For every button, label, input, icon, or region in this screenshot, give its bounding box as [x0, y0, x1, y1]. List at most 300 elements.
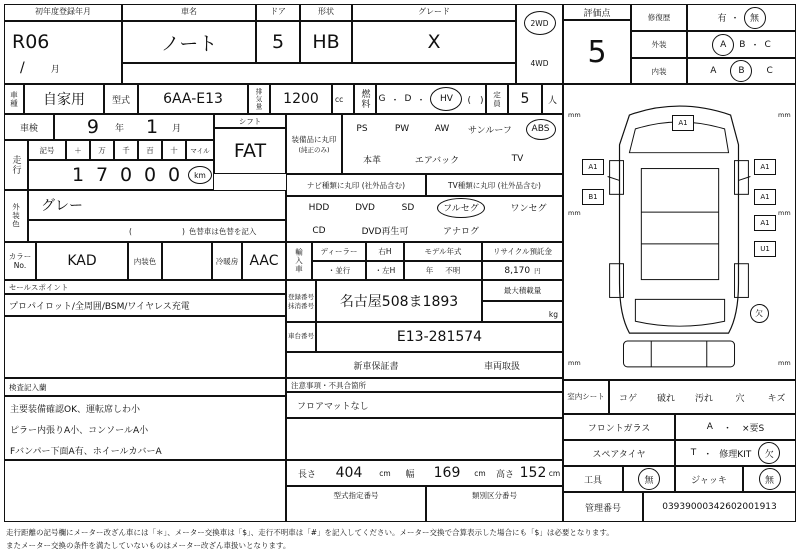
seat-yogore [685, 380, 723, 414]
vehicle-use-value [24, 84, 104, 114]
new-cert-cell [316, 352, 436, 378]
mileage-plus [66, 140, 90, 160]
spare-t-text: T [690, 448, 697, 458]
front-glass-value [675, 414, 796, 440]
fuel-hv: HV [430, 87, 462, 111]
tools-value-text: 無 [638, 468, 660, 490]
jack-label-text: ジャッキ [691, 475, 727, 486]
mileage-d4 [138, 160, 162, 190]
displacement-value [270, 84, 332, 114]
nav-dvd-text: DVD [355, 202, 375, 213]
shape-label [300, 4, 352, 21]
repair-no-text: 無 [744, 7, 766, 29]
class-no-label-text: 類別区分番号 [472, 491, 517, 500]
width-unit [470, 460, 490, 486]
mileage-d2-text: 7 [95, 164, 109, 186]
diagram-mm-right-1 [778, 111, 791, 119]
seat-kizu [757, 380, 796, 414]
diagram-mm-bottom-left [568, 359, 581, 367]
mileage-label-text: 走行 [10, 155, 21, 175]
shape-label-text: 形状 [318, 7, 334, 17]
drive-2wd-text: 2WD [524, 11, 556, 35]
damage-marker-text: A1 [588, 163, 598, 171]
damage-marker-a1-right-rear [754, 215, 776, 231]
notes-label-text: 注意事項・不具合箇所 [291, 380, 366, 390]
mm-label: mm [778, 359, 791, 367]
reg-date-label-text: 初年度登録年月 [35, 7, 91, 17]
notes-label [286, 378, 563, 392]
car-name-text: ノート [160, 32, 218, 55]
front-glass-dot-text: ・ [722, 423, 732, 434]
ac-value [242, 242, 286, 280]
check-line-2-text: ピラー内張りA小、コンソールA小 [10, 425, 149, 436]
nav-sd [388, 196, 428, 219]
equipment-subtitle: (純正のみ) [298, 146, 330, 154]
type-no-label-text: 型式指定番号 [333, 491, 379, 500]
diagram-mm-bottom-right [778, 359, 791, 367]
mileage-sen-label [114, 140, 138, 160]
displacement-label [248, 84, 270, 114]
import-parallel [312, 261, 366, 280]
exterior-label-text: 外装 [651, 40, 667, 49]
nav-hdd [296, 196, 342, 219]
displacement-unit-text: cc [335, 94, 344, 104]
door-value [256, 21, 300, 63]
color-note-paren2: ) [181, 226, 185, 236]
model-label-text: 型式 [111, 95, 130, 106]
seat-koge [609, 380, 647, 414]
vehicle-use-label [4, 84, 24, 114]
ext-color-label-text: 外装色 [11, 203, 21, 229]
damage-marker-text: A1 [760, 219, 770, 227]
recycle-value-text: 8,170 [504, 265, 531, 276]
diagram-mm-left-2 [568, 209, 581, 217]
exterior-b-text: B [739, 39, 746, 50]
car-name-label-text: 車名 [181, 7, 197, 17]
fuel-label [354, 84, 376, 114]
import-hand-l-text: ・左H [374, 266, 396, 275]
mileage-label [4, 140, 28, 190]
mileage-d4-text: 0 [143, 164, 157, 186]
vehicle-use-text: 自家用 [43, 92, 85, 108]
damage-marker-text: 欠 [750, 304, 769, 323]
width-unit-text: cm [474, 468, 486, 478]
shape-value [300, 21, 352, 63]
import-hand-r [366, 242, 404, 261]
seat-yabure [647, 380, 685, 414]
shift-label [214, 114, 286, 128]
spare-no-text: 欠 [758, 442, 780, 464]
inspection-label-text: 車検 [19, 123, 38, 134]
header-blank-strip [122, 63, 516, 84]
model-value [138, 84, 248, 114]
damage-marker-b1-left [582, 189, 604, 205]
height-unit-text: cm [548, 468, 561, 478]
footer-note-1 [6, 528, 796, 540]
exterior-a-text: A [712, 34, 734, 56]
grade-text: X [427, 31, 441, 53]
ac-label [212, 242, 242, 280]
repair-label-text: 修復歴 [647, 13, 671, 22]
mileage-d5-text: 0 [167, 164, 181, 186]
recycle-unit-text: 円 [534, 267, 541, 275]
import-dealer [312, 242, 366, 261]
admin-no-text: 03939000342602001913 [662, 502, 777, 512]
grade-value [352, 21, 516, 63]
reg-no-label [286, 280, 316, 322]
inspection-year: 9 [86, 116, 99, 138]
nav-dvd [342, 196, 388, 219]
color-note-paren1: ( [129, 226, 132, 236]
equip-airbag [402, 144, 472, 174]
length-unit-text: cm [379, 468, 391, 478]
inspection-value [54, 114, 214, 140]
exterior-value [687, 31, 796, 58]
reg-year-text: R06 [12, 31, 50, 53]
import-label-text: 輸入車 [294, 248, 304, 274]
door-text: 5 [271, 31, 285, 53]
equipment-label [286, 114, 342, 174]
reg-month-value [20, 58, 110, 78]
shift-label-text: シフト [238, 116, 262, 126]
tools-label-text: 工具 [583, 475, 602, 486]
width-label [396, 460, 424, 486]
equip-abs-text: ABS [526, 119, 556, 140]
shift-text: FAT [233, 140, 267, 162]
seat-kizu-text: キズ [767, 393, 786, 404]
mileage-symbol-text: 記号 [39, 145, 55, 155]
equip-tv-text: TV [511, 154, 524, 164]
tv-analog-text: アナログ [442, 227, 479, 237]
model-year-label-text: モデル年式 [424, 247, 462, 256]
reg-month-unit: 月 [50, 64, 60, 75]
damage-marker-a1-hood [672, 115, 694, 131]
fuel-dot1: ・ [390, 95, 400, 106]
score-value-text: 5 [587, 34, 607, 70]
interior-value [687, 58, 796, 84]
sales-blank [4, 316, 286, 378]
drive-4wd-text: 4WD [530, 58, 549, 68]
mileage-unit-km [186, 160, 214, 190]
width-label-text: 幅 [405, 469, 415, 480]
capacity-label-text: 定員 [492, 90, 502, 108]
damage-marker-u1 [754, 241, 776, 257]
height-label [490, 460, 520, 486]
check-line-1 [10, 398, 282, 418]
length-unit [374, 460, 396, 486]
max-load-label-text: 最大積載量 [503, 286, 542, 295]
equip-abs [518, 114, 563, 144]
seat-yogore-text: 汚れ [694, 393, 713, 404]
footer-note-2 [6, 541, 796, 553]
model-text: 6AA-E13 [163, 91, 223, 107]
mileage-man-text: 万 [98, 145, 106, 155]
repair-label [631, 4, 687, 31]
import-dealer-text: ディーラー [320, 247, 358, 256]
length-label-text: 長さ [297, 469, 316, 480]
equip-airbag-text: エアバック [414, 155, 460, 166]
repair-sep-text: ・ [730, 14, 740, 24]
mileage-d3-text: 0 [119, 164, 133, 186]
score-label [563, 4, 631, 20]
mileage-d2 [90, 160, 114, 190]
color-no-text: KAD [67, 253, 97, 269]
mileage-d5 [162, 160, 186, 190]
drive-4wd [516, 56, 563, 70]
length-value [324, 460, 374, 486]
interior-seat-label-text: 室内シート [567, 392, 605, 402]
equip-sunroof [462, 114, 518, 144]
admin-no-value [643, 492, 796, 522]
spare-tire-label [563, 440, 675, 466]
interior-label-text: 内装 [651, 66, 667, 76]
color-no-value [36, 242, 128, 280]
repair-value [687, 4, 796, 31]
fuel-dot2: ・ [416, 95, 426, 106]
reg-month-slash: / [20, 60, 25, 76]
check-line-3 [10, 440, 282, 460]
reg-no-value [316, 280, 482, 322]
fuel-label-text: 燃料 [359, 89, 370, 109]
reg-year-value [12, 30, 92, 54]
mm-label: mm [568, 359, 581, 367]
fuel-g: G [378, 94, 386, 104]
max-load-unit-text: kg [548, 310, 558, 319]
new-cert-text: 新車保証書 [353, 361, 399, 372]
seat-ana [723, 380, 757, 414]
ac-text: AAC [249, 253, 279, 269]
sales-label-text: セールスポイント [9, 282, 69, 292]
tv-fullseg-text: フルセグ [437, 198, 485, 218]
capacity-label [486, 84, 508, 114]
mm-label: mm [568, 111, 581, 119]
equip-ps [342, 114, 382, 144]
reg-no-text: 名古屋508ま1893 [339, 294, 459, 310]
displacement-unit [332, 84, 354, 114]
score-value-cell [563, 20, 631, 84]
interior-c-text: C [766, 66, 773, 76]
import-label [286, 242, 312, 280]
shape-text: HB [312, 31, 340, 53]
damage-marker-text: B1 [588, 193, 598, 201]
recycle-label-text: リサイクル預託金 [493, 247, 552, 256]
import-parallel-text: ・並行 [327, 266, 351, 275]
interior-color-value [162, 242, 212, 280]
nav-cd [296, 219, 342, 242]
door-label-text: ドア [270, 7, 286, 17]
fuel-other: ( ) [467, 95, 484, 106]
ext-color-value [28, 190, 286, 220]
mileage-juu-label [162, 140, 186, 160]
width-text: 169 [433, 465, 461, 481]
sales-text-cell [4, 294, 286, 316]
mileage-symbol-label [28, 140, 66, 160]
type-no-label [286, 486, 426, 522]
mileage-d1-text: 1 [71, 164, 85, 186]
height-value [520, 460, 546, 486]
capacity-unit-text: 人 [547, 95, 557, 106]
height-unit [546, 460, 563, 486]
capacity-unit [542, 84, 563, 114]
footer-note-2-text: またメーター交換の条件を満たしていないものはメーター改ざん車扱いとなります。 [6, 541, 291, 550]
inspection-label [4, 114, 54, 140]
mileage-hyaku-label [138, 140, 162, 160]
admin-no-label-text: 管理番号 [584, 503, 621, 514]
tv-analog [428, 219, 494, 242]
damage-marker-a1-right-front [754, 159, 776, 175]
model-label [104, 84, 138, 114]
equip-pw [382, 114, 422, 144]
tv-oneseg [494, 196, 563, 219]
spare-dot-text: ・ [703, 449, 713, 460]
height-text: 152 [519, 465, 547, 481]
jack-label [675, 466, 743, 492]
damage-marker-a1-left-front [582, 159, 604, 175]
reg-date-label [4, 4, 122, 21]
interior-color-label [128, 242, 162, 280]
mm-label: mm [778, 209, 791, 217]
interior-a-text: A [710, 66, 717, 76]
sales-label [4, 280, 286, 294]
ac-label-text: 冷暖房 [215, 256, 239, 266]
length-label [290, 460, 324, 486]
interior-color-label-text: 内装色 [133, 256, 157, 266]
jack-value [743, 466, 796, 492]
equip-leather-text: 本革 [362, 155, 381, 166]
score-label-text: 評価点 [583, 8, 611, 19]
length-text: 404 [335, 465, 363, 481]
nav-title-text: ナビ種類に丸印 (社外品含む) [306, 180, 406, 190]
color-no-label-text: カラーNo. [8, 252, 32, 270]
damage-marker-text: U1 [760, 245, 770, 253]
damage-marker-a1-right-mid [754, 189, 776, 205]
color-no-label [4, 242, 36, 280]
class-no-label [426, 486, 563, 522]
chassis-label [286, 322, 316, 352]
damage-marker-text: A1 [678, 119, 688, 127]
chassis-value [316, 322, 563, 352]
check-line-3-text: Fバンパー下面A有、ホイールカバーA [10, 446, 162, 457]
tv-fullseg [428, 196, 494, 219]
mileage-hyaku-text: 百 [146, 145, 154, 155]
front-glass-label-text: フロントガラス [587, 423, 651, 434]
check-line-1-text: 主要装備確認OK、運転席しわ小 [10, 404, 140, 415]
maint-rec-text: 車両取扱 [483, 361, 520, 372]
check-label-text: 検査記入蘭 [9, 382, 47, 392]
front-glass-label [563, 414, 675, 440]
exterior-label [631, 31, 687, 58]
exterior-sep-text: ・ [750, 41, 760, 51]
maint-rec-cell [452, 352, 552, 378]
mm-label: mm [778, 111, 791, 119]
interior-label [631, 58, 687, 84]
color-note-text: 色替車は色替を記入 [188, 226, 257, 236]
mileage-unit-mile [186, 140, 214, 160]
vehicle-use-label-text: 車種 [9, 90, 19, 108]
mileage-unit-km-text: km [188, 166, 212, 184]
equip-leather [342, 144, 402, 174]
car-name-value [122, 21, 256, 63]
mm-label: mm [568, 209, 581, 217]
max-load-value [482, 301, 563, 322]
front-glass-x-text: ×要S [741, 423, 765, 434]
tv-oneseg-text: ワンセグ [510, 204, 547, 214]
width-value [424, 460, 470, 486]
nav-cd-text: CD [312, 225, 326, 236]
notes-blank [286, 418, 563, 460]
recycle-value [482, 261, 563, 280]
footer-note-1-text: 走行距離の記号欄にメーター改ざん車には「＊」、メーター交換車は「$」、走行不明車は「#」を記入してください。メーター交換で合算表示した場合にも「$」は必要となります。 [6, 528, 614, 537]
damage-marker-missing [746, 303, 772, 323]
height-label-text: 高さ [495, 469, 514, 480]
car-name-label [122, 4, 256, 21]
notes-value [286, 392, 563, 418]
capacity-value [508, 84, 542, 114]
tools-label [563, 466, 623, 492]
car-diagram-panel [563, 84, 796, 380]
drive-2wd [516, 14, 563, 32]
notes-text: フロアマットなし [297, 401, 369, 412]
interior-seat-label [563, 380, 609, 414]
seat-yabure-text: 破れ [656, 393, 675, 404]
shift-value [214, 128, 286, 174]
color-change-note [28, 220, 286, 242]
spare-tire-label-text: スペアタイヤ [592, 449, 646, 460]
ext-color-label [4, 190, 28, 242]
equip-ps-text: PS [356, 124, 368, 134]
capacity-text: 5 [520, 91, 530, 107]
interior-b-text: B [730, 60, 752, 82]
inspection-year-unit: 年 [114, 123, 124, 134]
fuel-d: D [404, 94, 412, 104]
displacement-text: 1200 [283, 91, 319, 107]
diagram-mm-left-1 [568, 111, 581, 119]
mileage-unit-mile-text: マイル [190, 146, 210, 155]
nav-sd-text: SD [401, 202, 415, 213]
damage-marker-text: A1 [760, 193, 770, 201]
seat-koge-text: コゲ [618, 393, 637, 404]
jack-value-text: 無 [759, 468, 781, 490]
fuel-value [376, 84, 486, 114]
mileage-d3 [114, 160, 138, 190]
mileage-d1 [66, 160, 90, 190]
model-year-unknown: 不明 [445, 266, 461, 275]
recycle-label [482, 242, 563, 261]
seat-ana-text: 穴 [735, 393, 745, 404]
check-label [4, 378, 286, 396]
sales-text: プロパイロット/全周囲/BSM/ワイヤレス充電 [9, 301, 190, 312]
model-year-value [404, 261, 482, 280]
max-load-label [482, 280, 563, 301]
import-hand-r-text: 右H [378, 247, 392, 256]
equip-aw [422, 114, 462, 144]
chassis-label-text: 車台番号 [288, 332, 314, 341]
damage-marker-text: A1 [760, 163, 770, 171]
grade-label [352, 4, 516, 21]
equip-pw-text: PW [394, 124, 410, 134]
nav-hdd-text: HDD [308, 202, 330, 213]
tools-value [623, 466, 675, 492]
nav-title-cell [286, 174, 426, 196]
mileage-juu-text: 十 [170, 145, 178, 155]
mileage-plus-text: ＋ [74, 145, 82, 155]
displacement-label-text: 排気量 [254, 87, 263, 111]
mileage-sen-text: 千 [122, 145, 130, 155]
spare-tire-value [675, 440, 796, 466]
tv-title-cell [426, 174, 563, 196]
nav-dvdplay [342, 219, 428, 242]
grade-label-text: グレード [418, 7, 450, 17]
